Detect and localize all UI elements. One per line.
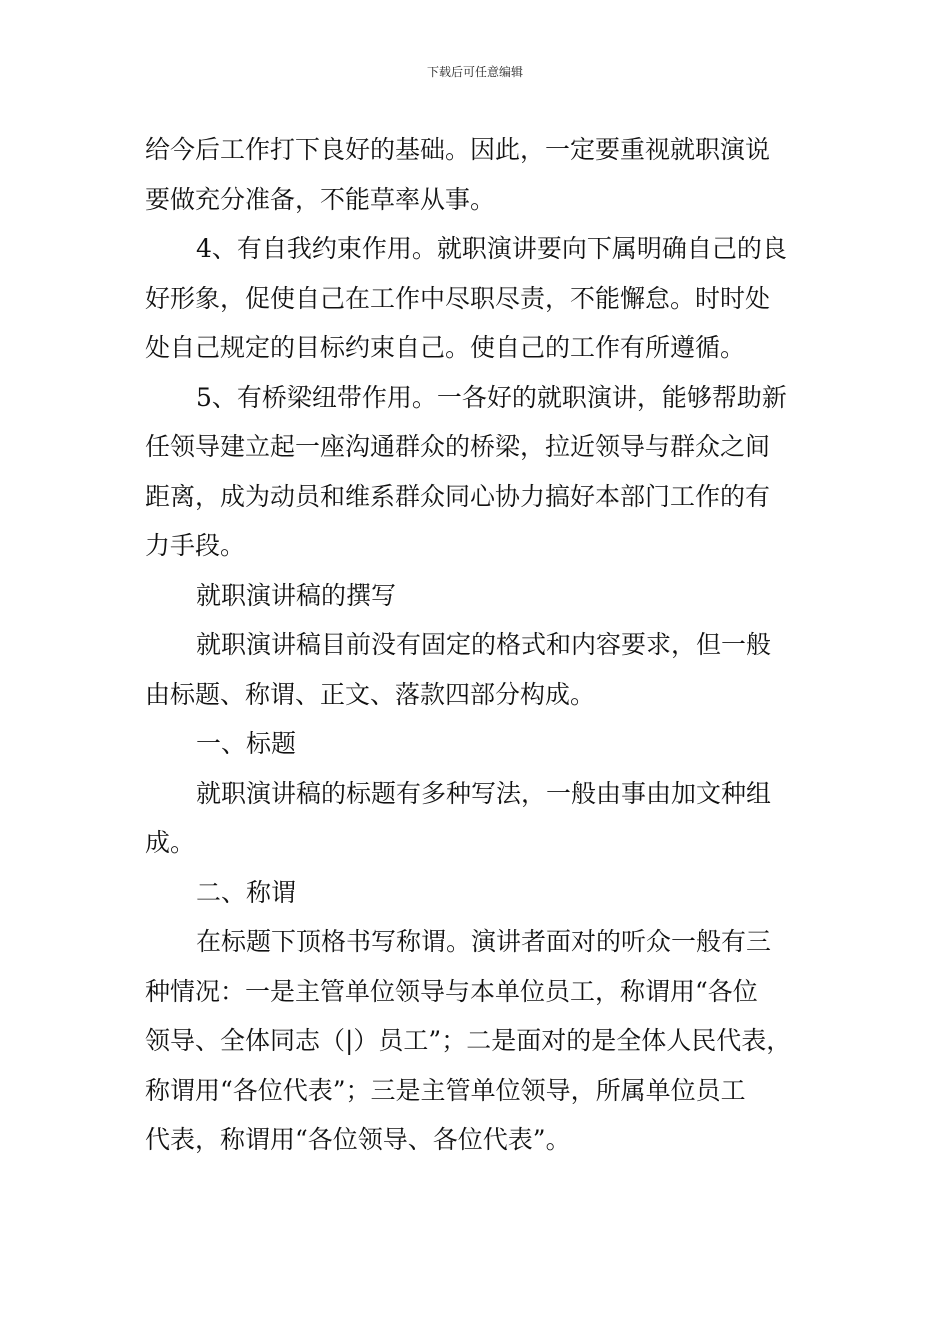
text-line: 成。 — [145, 828, 196, 857]
text-line: 力手段。 — [145, 531, 246, 560]
text-line: 在标题下顶格书写称谓。演讲者面对的听众一般有三 — [196, 927, 772, 956]
page-header: 下载后可任意编辑 — [426, 65, 523, 79]
text-line: 处自己规定的目标约束自己。使自己的工作有所遵循。 — [145, 333, 746, 362]
text-line: 好形象，促使自己在工作中尽职尽责，不能懈怠。时时处 — [145, 283, 771, 313]
text-line: 领导、全体同志（|）员工”；二是面对的是全体人民代表， — [145, 1026, 792, 1055]
text-line: 二、称谓 — [196, 877, 297, 907]
text-line: 5、有桥梁纽带作用。一各好的就职演讲，能够帮助新 — [196, 382, 787, 412]
text-line: 要做充分准备，不能草率从事。 — [145, 184, 496, 214]
text-line: 给今后工作打下良好的基础。因此，一定要重视就职演说 — [145, 135, 771, 164]
text-line: 一、标题 — [196, 729, 297, 758]
text-line: 任领导建立起一座沟通群众的桥梁，拉近领导与群众之间 — [145, 432, 771, 461]
text-line: 就职演讲稿目前没有固定的格式和内容要求，但一般 — [196, 630, 772, 659]
text-line: 称谓用“各位代表”；三是主管单位领导，所属单位员工 — [145, 1075, 746, 1105]
text-line: 4、有自我约束作用。就职演讲要向下属明确自己的良 — [196, 234, 787, 263]
document-body — [145, 125, 835, 1165]
text-line: 就职演讲稿的标题有多种写法，一般由事由加文种组 — [196, 778, 772, 808]
text-line: 距离，成为动员和维系群众同心协力搞好本部门工作的有 — [145, 481, 771, 511]
text-line: 代表，称谓用“各位领导、各位代表”。 — [145, 1125, 571, 1154]
text-line: 种情况：一是主管单位领导与本单位员工，称谓用“各位 — [145, 976, 758, 1006]
text-line: 就职演讲稿的撰写 — [196, 580, 397, 610]
text-line: 由标题、称谓、正文、落款四部分构成。 — [145, 679, 596, 709]
